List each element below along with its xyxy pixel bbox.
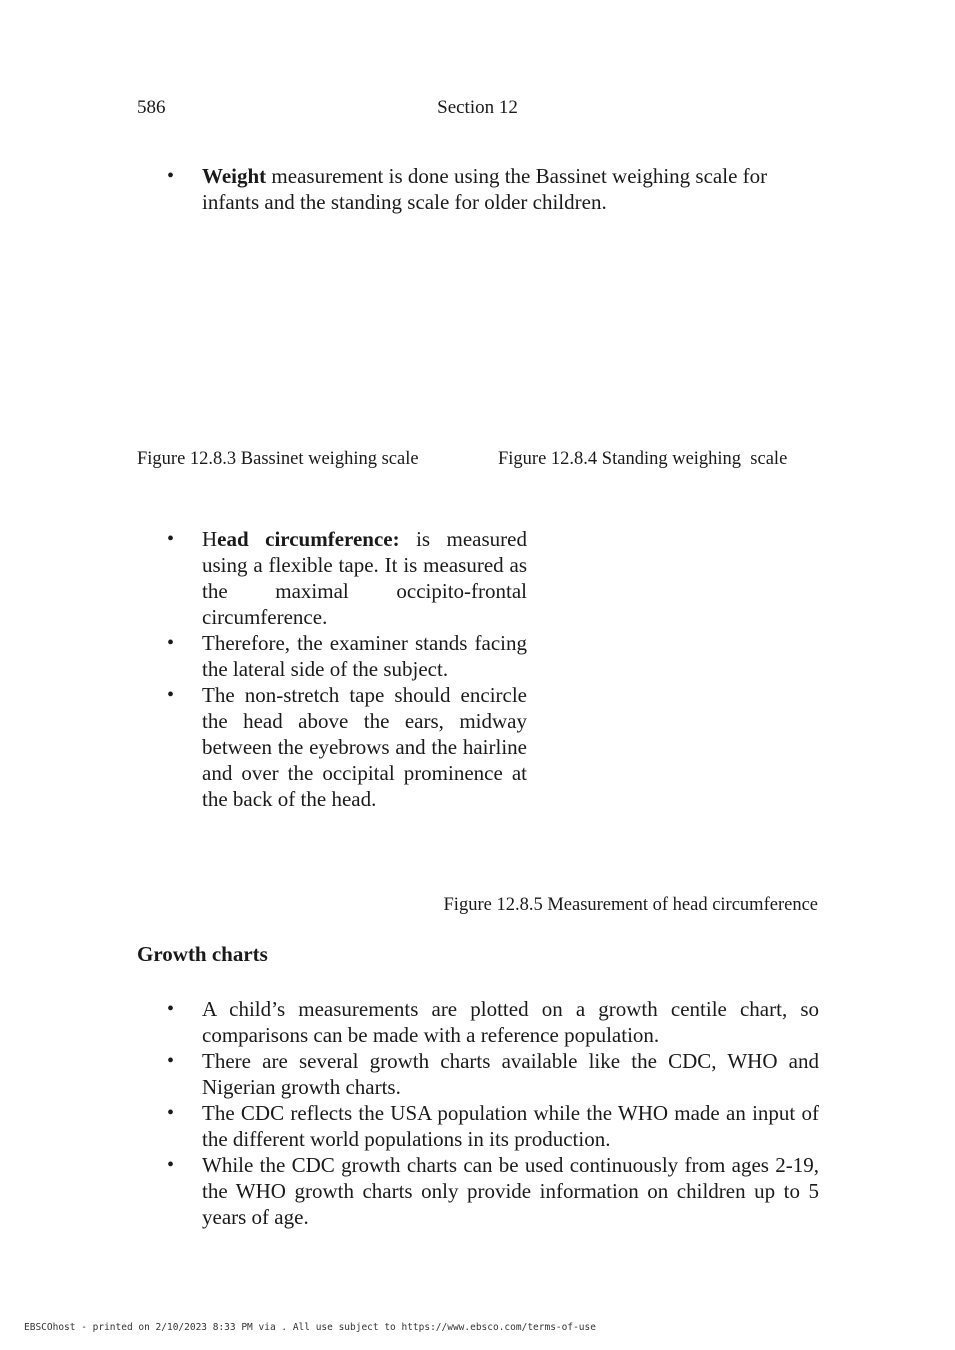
- bullet-icon: •: [167, 632, 175, 654]
- growth-item: There are several growth charts available like the CDC, WHO and Nigerian growth charts.: [202, 1049, 819, 1099]
- list-item: [167, 163, 819, 215]
- bullet-icon: •: [167, 684, 175, 706]
- list-item: [167, 996, 819, 1048]
- head-term: ead circumference:: [217, 527, 400, 551]
- list-item: [167, 630, 527, 682]
- bullet-icon: •: [167, 1154, 175, 1176]
- growth-item: The CDC reflects the USA population while the WHO made an input of the different world populations in its production.: [202, 1101, 819, 1151]
- bullet-icon: •: [167, 528, 175, 550]
- weight-term: Weight: [202, 164, 267, 188]
- print-footer: EBSCOhost - printed on 2/10/2023 8:33 PM via . All use subject to https://www.ebsco.com/terms-of-use: [24, 1322, 596, 1333]
- list-item: [167, 1048, 819, 1100]
- growth-charts-heading: Growth charts: [137, 942, 268, 966]
- bullet-icon: •: [167, 1102, 175, 1124]
- list-item: [167, 1100, 819, 1152]
- growth-item: While the CDC growth charts can be used continuously from ages 2-19, the WHO growth charts only provide information on children up to 5 years of age.: [202, 1153, 819, 1229]
- growth-item: A child’s measurements are plotted on a growth centile chart, so comparisons can be made with a reference population.: [202, 997, 819, 1047]
- growth-charts-list: [167, 996, 819, 1230]
- examiner-text: Therefore, the examiner stands facing the lateral side of the subject.: [202, 631, 527, 681]
- figure-caption-bassinet: Figure 12.8.3 Bassinet weighing scale: [137, 449, 419, 469]
- section-title: Section 12: [437, 97, 518, 118]
- list-item: [167, 682, 527, 812]
- bullet-icon: •: [167, 165, 175, 187]
- list-item: [167, 526, 527, 630]
- list-item: [167, 1152, 819, 1230]
- head-text: is measured using a flexible tape. It is measured as the maximal occipito-frontal circumference.: [202, 527, 527, 629]
- bullet-icon: •: [167, 1050, 175, 1072]
- figure-caption-standing: Figure 12.8.4 Standing weighing scale: [498, 449, 788, 469]
- bullet-icon: •: [167, 998, 175, 1020]
- head-prefix: H: [202, 527, 218, 551]
- weight-text: measurement is done using the Bassinet weighing scale for infants and the standing scale for older children.: [202, 164, 768, 214]
- weight-bullet: [167, 163, 819, 215]
- tape-text: The non-stretch tape should encircle the head above the ears, midway between the eyebrows and the hairline and over the occipital prominence at the back of the head.: [202, 683, 527, 811]
- figure-caption-head: Figure 12.8.5 Measurement of head circumference: [443, 895, 818, 915]
- head-circumference-list: [167, 526, 527, 812]
- page-number: 586: [137, 97, 166, 118]
